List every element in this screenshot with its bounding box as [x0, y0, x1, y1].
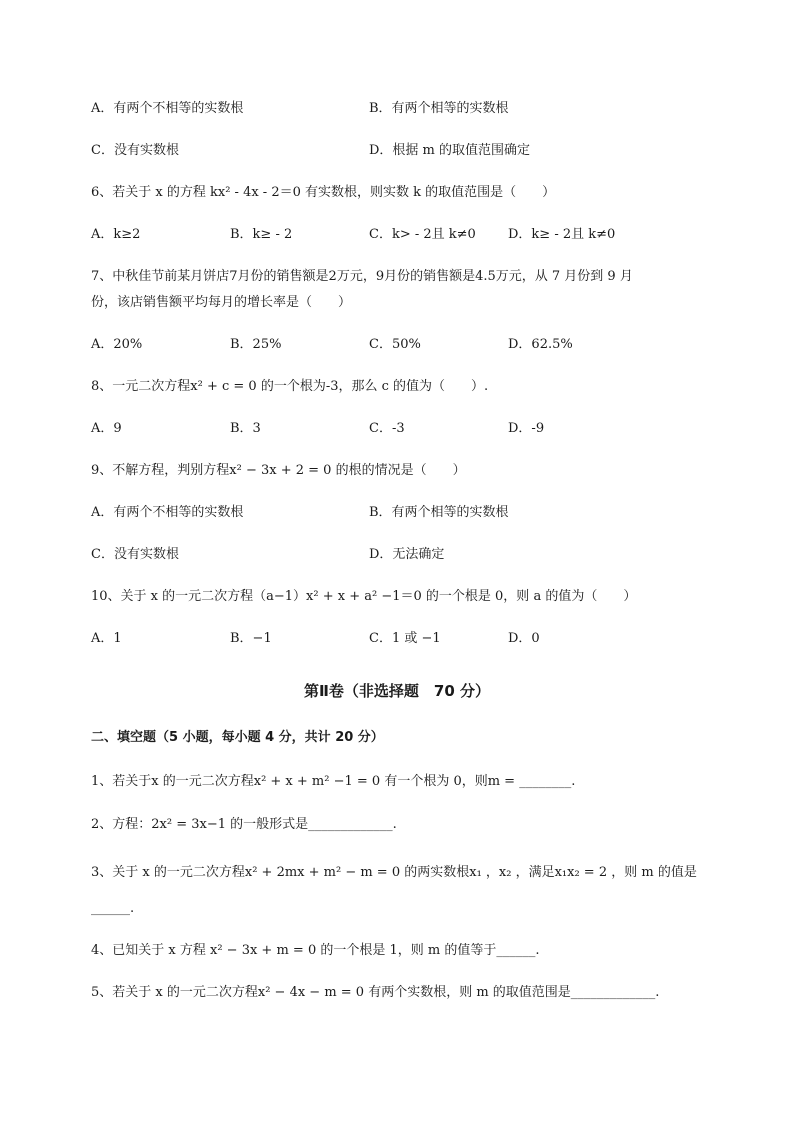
q9-stem: 9、不解方程，判别方程x² − 3x + 2 = 0 的根的情况是（ ） [91, 463, 466, 478]
fill-q4: 4、已知关于 x 方程 x² − 3x + m = 0 的一个根是 1，则 m 的值等于______. [91, 943, 540, 958]
q10-option-b: B．−1 [230, 631, 272, 646]
q6-stem: 6、若关于 x 的方程 kx² - 4x - 2＝0 有实数根，则实数 k 的取值范围是（ ） [91, 185, 556, 200]
q6-option-c: C．k> - 2且 k≠0 [369, 227, 476, 242]
q5-option-d: D．根据 m 的取值范围确定 [369, 143, 531, 158]
q7-option-b: B．25% [230, 337, 282, 352]
q9-option-d: D．无法确定 [369, 547, 445, 562]
q6-option-d: D．k≥ - 2且 k≠0 [508, 227, 616, 242]
q10-option-c: C．1 或 −1 [369, 631, 441, 646]
fill-q1: 1、若关于x 的一元二次方程x² + x + m² −1 = 0 有一个根为 0，则m = ________. [91, 774, 576, 789]
q8-option-a: A．9 [91, 421, 122, 436]
q7-option-d: D．62.5% [508, 337, 573, 352]
q9-option-a: A．有两个不相等的实数根 [91, 505, 244, 520]
q7-option-a: A．20% [91, 337, 143, 352]
q6-option-b: B．k≥ - 2 [230, 227, 293, 242]
q7-stem-line2: 份，该店销售额平均每月的增长率是（ ） [91, 295, 352, 310]
q9-option-b: B．有两个相等的实数根 [369, 505, 509, 520]
q8-option-b: B．3 [230, 421, 261, 436]
fill-q2: 2、方程：2x² = 3x−1 的一般形式是_____________. [91, 817, 397, 832]
q6-option-a: A．k≥2 [91, 227, 141, 242]
q8-stem: 8、一元二次方程x² + c = 0 的一个根为-3，那么 c 的值为（ ）. [91, 379, 489, 394]
q7-stem-line1: 7、中秋佳节前某月饼店7月份的销售额是2万元，9月份的销售额是4.5万元，从 7 月份到 9 月 [91, 269, 633, 284]
q10-option-d: D．0 [508, 631, 540, 646]
q5-option-a: A．有两个不相等的实数根 [91, 101, 244, 116]
q8-option-c: C．-3 [369, 421, 405, 436]
q8-option-d: D．-9 [508, 421, 545, 436]
fill-section-heading: 二、填空题（5 小题，每小题 4 分，共计 20 分） [91, 730, 384, 745]
q9-option-c: C．没有实数根 [91, 547, 179, 562]
q5-option-b: B．有两个相等的实数根 [369, 101, 509, 116]
fill-q3-line2: ______. [91, 901, 135, 916]
q5-option-c: C．没有实数根 [91, 143, 179, 158]
q7-option-c: C．50% [369, 337, 421, 352]
q10-stem: 10、关于 x 的一元二次方程（a−1）x² + x + a² −1＝0 的一个根是 0，则 a 的值为（ ） [91, 589, 637, 604]
q10-option-a: A．1 [91, 631, 122, 646]
fill-q3-line1: 3、关于 x 的一元二次方程x² + 2mx + m² − m = 0 的两实数根x₁ ，x₂ ，满足x₁x₂ = 2 ，则 m 的值是 [91, 865, 697, 880]
fill-q5: 5、若关于 x 的一元二次方程x² − 4x − m = 0 有两个实数根，则 m 的取值范围是_____________. [91, 985, 660, 1000]
part2-title: 第Ⅱ卷（非选择题 70 分） [304, 682, 490, 700]
